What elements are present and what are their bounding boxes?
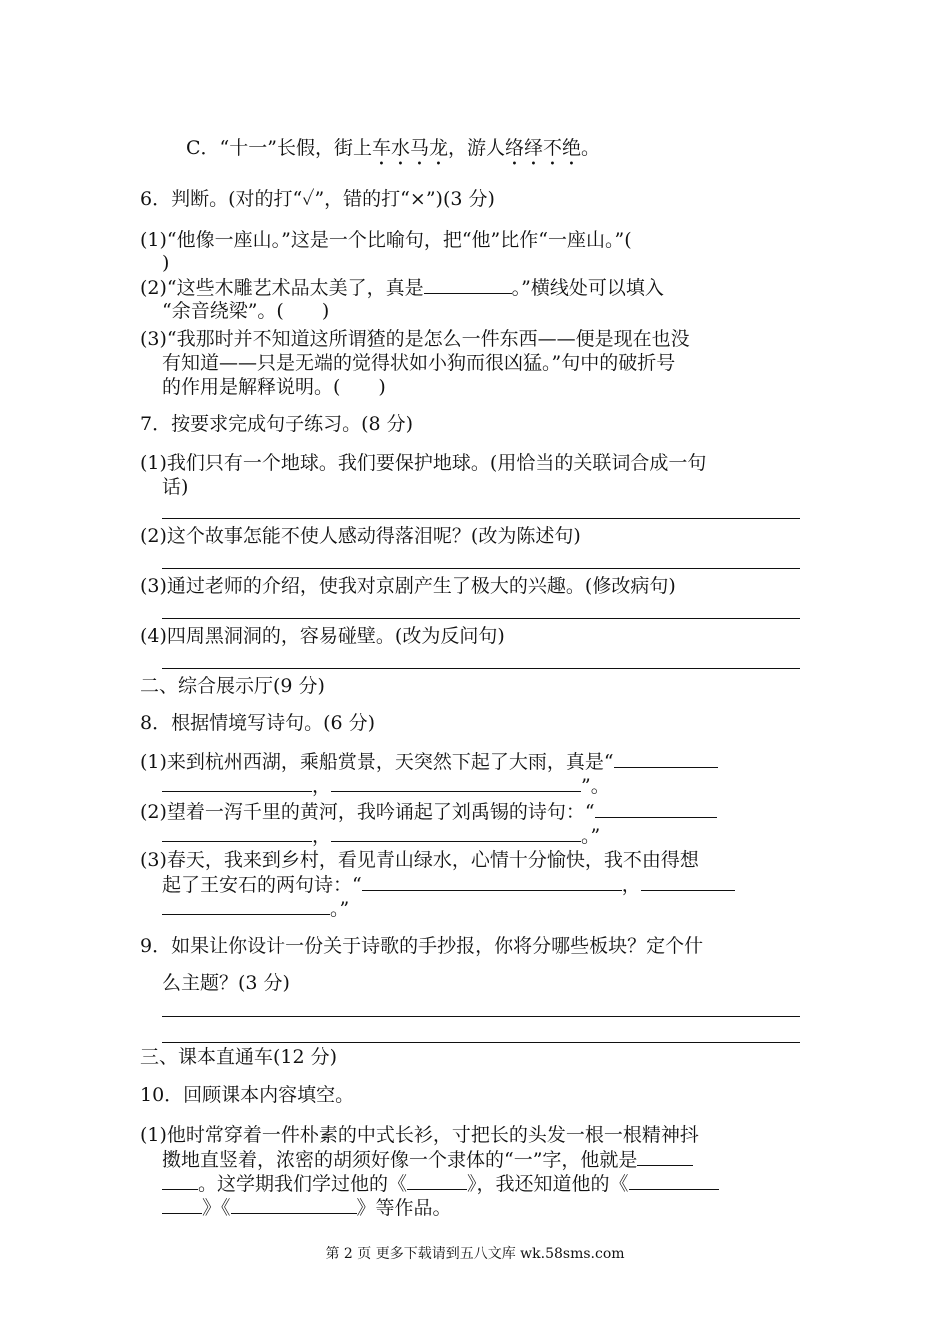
answer-line[interactable] (162, 618, 800, 619)
item-text: 。”横线处可以填入 (511, 277, 664, 299)
answer-blank[interactable] (637, 1147, 693, 1166)
answer-blank[interactable] (641, 872, 735, 891)
q8-item1-line1 (140, 749, 718, 774)
q6-title: 6．判断。(对的打“✓”，错的打“×”)(3 分) (140, 188, 495, 210)
q6-item3-line2: 有知道——只是无端的觉得状如小狗而很凶猛。”句中的破折号 (162, 352, 676, 374)
answer-line[interactable] (162, 1042, 800, 1043)
q6-item2-line2: “余音绕梁”。( ) (162, 300, 330, 322)
option-label: C． (186, 137, 220, 159)
punctuation: 。” (330, 898, 350, 920)
answer-line[interactable] (162, 518, 800, 519)
option-text: ，游人 (448, 137, 506, 159)
option-text: 。 (581, 137, 601, 159)
answer-blank[interactable] (162, 896, 330, 915)
item-text: 》等作品。 (356, 1197, 452, 1219)
punctuation: ”。 (581, 775, 610, 797)
q8-title: 8．根据情境写诗句。(6 分) (140, 712, 376, 734)
q7-item2: (2)这个故事怎能不使人感动得落泪呢？(改为陈述句) (140, 525, 581, 547)
q9-line1: 9．如果让你设计一份关于诗歌的手抄报，你将分哪些板块？定个什 (140, 935, 704, 957)
q8-item3-line3 (162, 896, 349, 921)
answer-blank[interactable] (362, 872, 622, 891)
q6-item2-line1 (140, 275, 664, 300)
q7-item1-line2: 话) (162, 476, 189, 498)
page-footer: 第 2 页 更多下载请到五八文库 wk.58sms.com (325, 1246, 625, 1262)
answer-blank[interactable] (162, 1171, 198, 1190)
answer-blank[interactable] (595, 799, 717, 818)
q8-item3-line2 (162, 872, 735, 897)
section-2-title: 二、综合展示厅(9 分) (140, 675, 325, 697)
answer-blank[interactable] (614, 749, 718, 768)
answer-blank[interactable] (407, 1171, 467, 1190)
q10-item1-line3 (162, 1171, 719, 1196)
answer-line[interactable] (162, 568, 800, 569)
item-text: 》《 (202, 1197, 231, 1219)
item-text: 起了王安石的两句诗：“ (162, 874, 362, 896)
emphasized-phrase: 车水马龙 (371, 137, 448, 159)
option-text: “十一”长假，街上 (219, 137, 372, 159)
answer-blank[interactable] (424, 275, 512, 294)
q6-item3-line3: 的作用是解释说明。( ) (162, 376, 386, 398)
item-text: (1)来到杭州西湖，乘船赏景，天突然下起了大雨，真是“ (140, 751, 614, 773)
answer-blank[interactable] (331, 823, 581, 842)
item-text: (2)望着一泻千里的黄河，我吟诵起了刘禹锡的诗句：“ (140, 801, 595, 823)
answer-blank[interactable] (231, 1195, 357, 1214)
emphasized-phrase: 络绎不绝 (505, 137, 582, 159)
q10-item1-line1: (1)他时常穿着一件朴素的中式长衫，寸把长的头发一根一根精神抖 (140, 1124, 699, 1146)
section-3-title: 三、课本直通车(12 分) (140, 1046, 338, 1068)
q9-line2: 么主题？(3 分) (162, 972, 290, 994)
q5-option-c (186, 136, 600, 170)
q7-item3: (3)通过老师的介绍，使我对京剧产生了极大的兴趣。(修改病句) (140, 575, 676, 597)
q8-item3-line1: (3)春天，我来到乡村，看见青山绿水，心情十分愉快，我不由得想 (140, 849, 699, 871)
answer-line[interactable] (162, 668, 800, 669)
q6-item3-line1: (3)“我那时并不知道这所谓猹的是怎么一件东西——便是现在也没 (140, 328, 690, 350)
item-text: (2)“这些木雕艺术品太美了，真是 (140, 277, 424, 299)
answer-blank[interactable] (162, 1195, 202, 1214)
q7-item1-line1: (1)我们只有一个地球。我们要保护地球。(用恰当的关联词合成一句 (140, 452, 707, 474)
q7-item4: (4)四周黑洞洞的，容易碰壁。(改为反问句) (140, 625, 505, 647)
q7-title: 7．按要求完成句子练习。(8 分) (140, 413, 414, 435)
punctuation: ， (312, 825, 332, 847)
q8-item1-line2 (162, 773, 610, 798)
answer-blank[interactable] (162, 823, 312, 842)
punctuation: 。” (581, 825, 601, 847)
q10-item1-line2 (162, 1147, 693, 1172)
q8-item2-line1 (140, 799, 717, 824)
q10-item1-line4 (162, 1195, 452, 1220)
answer-line[interactable] (162, 1016, 800, 1017)
q8-item2-line2 (162, 823, 600, 848)
item-text: 。这学期我们学过他的《 (198, 1173, 408, 1195)
q10-title: 10．回顾课本内容填空。 (140, 1084, 355, 1106)
punctuation: ， (621, 874, 641, 896)
answer-blank[interactable] (629, 1171, 719, 1190)
item-text: 擞地直竖着，浓密的胡须好像一个隶体的“一”字，他就是 (162, 1149, 638, 1171)
q6-item1-line2: ) (162, 252, 170, 274)
q6-item1-line1: (1)“他像一座山。”这是一个比喻句，把“他”比作“一座山。”( (140, 229, 632, 251)
item-text: 》，我还知道他的《 (467, 1173, 629, 1195)
punctuation: ， (312, 775, 332, 797)
answer-blank[interactable] (331, 773, 581, 792)
answer-blank[interactable] (162, 773, 312, 792)
